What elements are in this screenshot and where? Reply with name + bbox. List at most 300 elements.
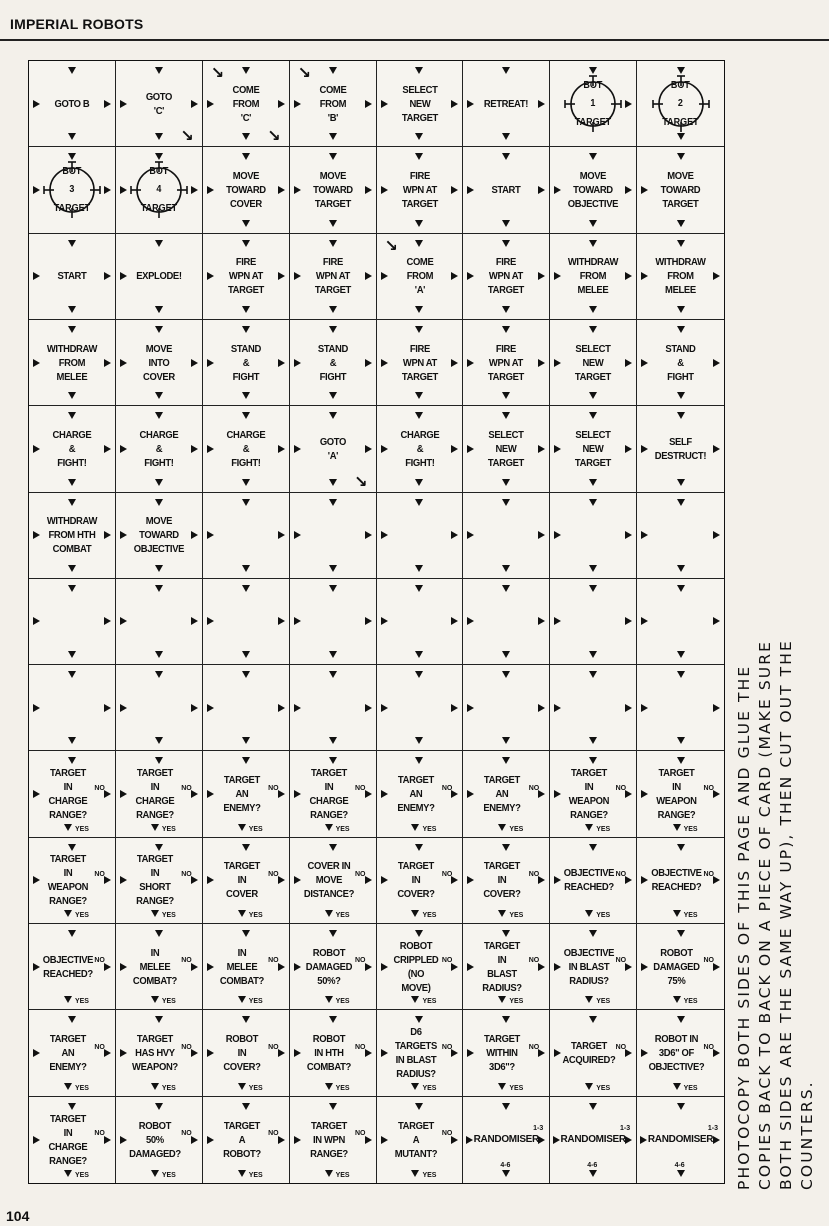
action-counter — [203, 320, 290, 406]
flow-out-arrow-icon — [589, 737, 597, 744]
flow-in-arrow-icon — [155, 153, 163, 160]
jump-arrow-icon: ↘ — [210, 63, 225, 82]
flow-in-arrow-icon — [294, 704, 301, 712]
no-label: NO — [355, 784, 366, 792]
no-label: NO — [268, 871, 279, 879]
flowchart-counter-grid — [28, 60, 725, 1184]
flow-out-arrow-icon — [538, 445, 545, 453]
target-label-line1: BOT — [149, 165, 169, 177]
action-counter — [637, 665, 724, 751]
flow-in-arrow-icon — [120, 359, 127, 367]
yes-branch-arrow-icon — [238, 910, 246, 917]
flow-out-arrow-icon — [68, 565, 76, 572]
flow-out-arrow-icon — [625, 359, 632, 367]
yes-label: YES — [335, 912, 350, 920]
flow-in-arrow-icon — [554, 617, 561, 625]
yes-label: YES — [509, 998, 524, 1006]
counter-label: CHARGE & FIGHT! — [52, 428, 92, 469]
decision-counter — [203, 1010, 290, 1096]
randomiser-high-label: 1-3 — [533, 1124, 544, 1132]
no-label: NO — [181, 784, 192, 792]
target-label-line3: TARGET — [53, 202, 91, 214]
decision-counter — [377, 1010, 464, 1096]
flow-in-arrow-icon — [120, 617, 127, 625]
counter-label: CHARGE & FIGHT! — [139, 428, 179, 469]
no-label: NO — [528, 1043, 540, 1051]
flow-in-arrow-icon — [554, 1049, 561, 1057]
flow-in-arrow-icon — [381, 876, 388, 884]
flow-out-arrow-icon — [365, 704, 372, 712]
counter-label — [393, 591, 445, 652]
no-label: NO — [268, 1130, 279, 1138]
yes-label: YES — [509, 912, 524, 920]
decision-counter — [203, 924, 290, 1010]
yes-branch-arrow-icon — [498, 996, 506, 1003]
action-counter — [463, 406, 550, 492]
counter-label: CHARGE & FIGHT! — [400, 428, 439, 469]
flow-out-arrow-icon — [589, 479, 597, 486]
flow-out-arrow-icon — [104, 272, 111, 280]
flow-in-arrow-icon — [33, 1136, 40, 1144]
counter-label — [567, 677, 619, 738]
action-counter — [116, 665, 203, 751]
counter-label: WITHDRAW FROM HTH COMBAT — [46, 515, 98, 556]
flow-in-arrow-icon — [554, 531, 561, 539]
no-branch-arrow-icon — [625, 876, 632, 884]
no-label: NO — [268, 784, 279, 792]
yes-label: YES — [422, 1084, 437, 1092]
flow-out-arrow-icon — [677, 392, 685, 399]
counter-label: SELECT NEW TARGET — [575, 428, 612, 469]
counter-label: FIRE WPN AT TARGET — [401, 342, 438, 383]
no-label: NO — [703, 957, 714, 965]
flow-out-arrow-icon — [502, 737, 510, 744]
flow-in-arrow-icon — [467, 963, 474, 971]
flow-in-arrow-icon — [381, 1049, 388, 1057]
no-branch-arrow-icon — [538, 790, 545, 798]
flow-out-arrow-icon — [242, 392, 250, 399]
question-label: OBJECTIVE REACHED? — [42, 953, 94, 980]
yes-branch-arrow-icon — [498, 824, 506, 831]
counter-label: FIRE WPN AT TARGET — [488, 256, 525, 297]
action-counter — [463, 234, 550, 320]
action-counter — [463, 320, 550, 406]
decision-counter — [463, 924, 550, 1010]
flow-out-arrow-icon — [677, 737, 685, 744]
no-branch-arrow-icon — [104, 1136, 111, 1144]
flow-in-arrow-icon — [467, 704, 474, 712]
yes-branch-arrow-icon — [411, 824, 419, 831]
target-label — [120, 166, 197, 214]
question-label: TARGET IN WEAPON RANGE? — [47, 853, 89, 908]
yes-label: YES — [596, 825, 611, 833]
action-counter — [377, 61, 464, 147]
counter-label: FIRE WPN AT TARGET — [488, 342, 525, 383]
no-label: NO — [441, 784, 453, 792]
flow-out-arrow-icon — [625, 617, 632, 625]
counter-label: WITHDRAW FROM MELEE — [46, 342, 98, 383]
flow-out-arrow-icon — [68, 651, 76, 658]
counter-label — [654, 591, 707, 652]
flow-in-arrow-icon — [381, 445, 388, 453]
flow-out-arrow-icon — [451, 531, 458, 539]
yes-label: YES — [74, 825, 89, 833]
action-counter — [203, 61, 290, 147]
yes-branch-arrow-icon — [325, 996, 333, 1003]
action-counter — [290, 406, 377, 492]
flow-in-arrow-icon — [294, 272, 301, 280]
flow-in-arrow-icon — [381, 531, 388, 539]
yes-label: YES — [596, 912, 611, 920]
flow-out-arrow-icon — [104, 186, 111, 194]
flow-in-arrow-icon — [33, 617, 40, 625]
randomiser-label: RANDOMISER — [647, 1133, 714, 1145]
flow-out-arrow-icon — [278, 359, 285, 367]
flow-out-arrow-icon — [713, 704, 720, 712]
yes-label: YES — [683, 912, 698, 920]
flow-in-arrow-icon — [120, 790, 127, 798]
flow-out-arrow-icon — [451, 272, 458, 280]
yes-label: YES — [509, 825, 524, 833]
counter-label: GOTO B — [54, 97, 90, 110]
action-counter — [550, 406, 637, 492]
question-label: TARGET AN ENEMY? — [49, 1033, 87, 1074]
flow-out-arrow-icon — [329, 133, 337, 140]
action-counter — [377, 234, 464, 320]
flow-out-arrow-icon — [589, 392, 597, 399]
question-label: ROBOT IN COVER? — [223, 1033, 261, 1074]
question-label: TARGET IN CHARGE RANGE? — [48, 767, 88, 822]
action-counter — [377, 493, 464, 579]
flow-in-arrow-icon — [120, 100, 127, 108]
yes-branch-arrow-icon — [238, 824, 246, 831]
flow-out-arrow-icon — [713, 445, 720, 453]
flow-in-arrow-icon — [120, 1049, 127, 1057]
flow-in-arrow-icon — [294, 790, 301, 798]
page-header: IMPERIAL ROBOTS — [10, 16, 144, 32]
flow-in-arrow-icon — [467, 272, 474, 280]
action-counter — [29, 493, 116, 579]
counter-label — [46, 591, 98, 652]
flow-in-arrow-icon — [294, 1049, 301, 1057]
flow-out-arrow-icon — [329, 651, 337, 658]
flow-out-arrow-icon — [415, 133, 423, 140]
question-label: TARGET IN SHORT RANGE? — [135, 853, 174, 908]
no-label: NO — [615, 871, 627, 879]
flow-out-arrow-icon — [191, 186, 198, 194]
target-label-line1: BOT — [62, 165, 82, 177]
no-label: NO — [355, 1130, 366, 1138]
no-branch-arrow-icon — [625, 1049, 632, 1057]
flow-in-arrow-icon — [641, 531, 648, 539]
flow-out-arrow-icon — [365, 359, 372, 367]
counter-label — [654, 505, 707, 566]
low-branch-arrow-icon — [677, 1170, 685, 1177]
flow-out-arrow-icon — [104, 359, 111, 367]
yes-branch-arrow-icon — [325, 824, 333, 831]
flow-out-arrow-icon — [191, 100, 198, 108]
flow-out-arrow-icon — [415, 737, 423, 744]
question-label: TARGET IN COVER? — [396, 860, 435, 901]
decision-counter — [377, 924, 464, 1010]
decision-counter — [463, 1010, 550, 1096]
flow-in-arrow-icon — [641, 617, 648, 625]
flow-out-arrow-icon — [415, 306, 423, 313]
flow-in-arrow-icon — [467, 359, 474, 367]
randomiser-low-label: 4-6 — [500, 1162, 511, 1169]
flow-out-arrow-icon — [538, 704, 545, 712]
flow-in-arrow-icon — [33, 100, 40, 108]
action-counter — [637, 493, 724, 579]
no-branch-arrow-icon — [451, 790, 458, 798]
flow-in-arrow-icon — [294, 445, 301, 453]
flow-in-arrow-icon — [33, 704, 40, 712]
flow-out-arrow-icon — [278, 531, 285, 539]
no-branch-arrow-icon — [191, 1136, 198, 1144]
target-label-line3: TARGET — [140, 202, 177, 214]
flow-out-arrow-icon — [625, 272, 632, 280]
randomiser-high-label: 1-3 — [620, 1124, 631, 1132]
target-label-line2: 4 — [156, 184, 162, 196]
counter-label — [480, 591, 532, 652]
flow-in-arrow-icon — [641, 186, 648, 194]
action-counter — [290, 147, 377, 233]
counter-label: CHARGE & FIGHT! — [226, 428, 266, 469]
flow-in-arrow-icon — [467, 445, 474, 453]
decision-counter — [550, 1010, 637, 1096]
flow-out-arrow-icon — [242, 479, 250, 486]
action-counter — [29, 61, 116, 147]
flow-in-arrow-icon — [294, 100, 301, 108]
flow-in-arrow-icon — [120, 272, 127, 280]
decision-counter — [116, 838, 203, 924]
question-label: ROBOT CRIPPLED (NO MOVE) — [392, 939, 438, 994]
counter-label — [393, 677, 445, 738]
flow-in-arrow-icon — [207, 1136, 214, 1144]
counter-label: FIRE WPN AT TARGET — [401, 169, 438, 210]
question-label: ROBOT IN 3D6" OF OBJECTIVE? — [648, 1033, 705, 1074]
flow-in-arrow-icon — [207, 186, 214, 194]
flow-out-arrow-icon — [155, 565, 163, 572]
counter-label: STAND & FIGHT — [317, 342, 348, 383]
decision-counter — [116, 751, 203, 837]
decision-counter — [637, 1010, 724, 1096]
yes-branch-arrow-icon — [238, 1083, 246, 1090]
flow-out-arrow-icon — [155, 133, 163, 140]
flow-out-arrow-icon — [713, 359, 720, 367]
counter-label — [220, 505, 272, 566]
counter-label: SELECT NEW TARGET — [401, 83, 438, 124]
yes-label: YES — [596, 1084, 611, 1092]
flow-out-arrow-icon — [242, 651, 250, 658]
flow-in-arrow-icon — [120, 963, 127, 971]
action-counter — [203, 493, 290, 579]
flow-out-arrow-icon — [155, 392, 163, 399]
jump-arrow-icon: ↘ — [297, 63, 312, 82]
yes-label: YES — [335, 825, 350, 833]
no-label: NO — [355, 871, 366, 879]
flow-in-arrow-icon — [33, 876, 40, 884]
counter-label: SELECT NEW TARGET — [575, 342, 612, 383]
no-label: NO — [441, 1130, 453, 1138]
decision-counter — [203, 838, 290, 924]
decision-counter — [290, 838, 377, 924]
yes-branch-arrow-icon — [238, 1170, 246, 1177]
counter-label — [567, 505, 619, 566]
flow-out-arrow-icon — [155, 651, 163, 658]
yes-branch-arrow-icon — [64, 1170, 72, 1177]
flow-out-arrow-icon — [278, 617, 285, 625]
yes-branch-arrow-icon — [585, 996, 593, 1003]
counter-label: STAND & FIGHT — [230, 342, 261, 383]
flow-out-arrow-icon — [68, 392, 76, 399]
flow-out-arrow-icon — [104, 531, 111, 539]
flow-in-arrow-icon — [294, 963, 301, 971]
yes-branch-arrow-icon — [498, 1083, 506, 1090]
yes-branch-arrow-icon — [585, 1083, 593, 1090]
decision-counter — [550, 924, 637, 1010]
flow-in-arrow-icon — [120, 531, 127, 539]
no-branch-arrow-icon — [538, 963, 545, 971]
low-branch-arrow-icon — [502, 1170, 510, 1177]
flow-out-arrow-icon — [451, 704, 458, 712]
decision-counter — [637, 838, 724, 924]
no-branch-arrow-icon — [625, 790, 632, 798]
action-counter — [203, 406, 290, 492]
question-label: IN MELEE COMBAT? — [219, 946, 264, 987]
yes-label: YES — [161, 1172, 176, 1179]
action-counter — [550, 579, 637, 665]
flow-out-arrow-icon — [329, 565, 337, 572]
flow-in-arrow-icon — [467, 876, 474, 884]
flow-out-arrow-icon — [415, 565, 423, 572]
jump-arrow-icon: ↘ — [354, 471, 368, 491]
action-counter — [377, 665, 464, 751]
question-label: TARGET IN WEAPON RANGE? — [656, 767, 697, 822]
flow-in-arrow-icon — [33, 445, 40, 453]
yes-branch-arrow-icon — [64, 1083, 72, 1090]
counter-label: MOVE TOWARD OBJECTIVE — [568, 169, 619, 210]
action-counter — [637, 320, 724, 406]
question-label: TARGET IN WPN RANGE? — [309, 1119, 348, 1160]
target-label-line2: 2 — [678, 98, 684, 110]
counter-label — [567, 591, 619, 652]
flow-in-arrow-icon — [120, 704, 127, 712]
flow-in-arrow-icon — [120, 1136, 127, 1144]
action-counter — [290, 665, 377, 751]
flow-in-arrow-icon — [33, 790, 40, 798]
no-label: NO — [94, 784, 105, 792]
flow-out-arrow-icon — [538, 186, 545, 194]
no-branch-arrow-icon — [625, 963, 632, 971]
counter-label — [220, 677, 272, 738]
jump-arrow-icon: ↘ — [384, 235, 398, 255]
question-label: TARGET IN WEAPON RANGE? — [568, 767, 610, 822]
no-label: NO — [441, 871, 453, 879]
action-counter — [463, 147, 550, 233]
question-label: TARGET IN CHARGE RANGE? — [309, 767, 348, 822]
yes-label: YES — [683, 998, 698, 1006]
flow-out-arrow-icon — [451, 445, 458, 453]
yes-label: YES — [161, 1084, 176, 1092]
target-label-line3: TARGET — [575, 116, 612, 128]
flow-out-arrow-icon — [538, 100, 545, 108]
flow-out-arrow-icon — [502, 306, 510, 313]
action-counter — [550, 493, 637, 579]
question-label: OBJECTIVE REACHED? — [564, 867, 615, 894]
flow-in-arrow-icon — [554, 272, 561, 280]
no-label: NO — [703, 1043, 714, 1051]
flow-out-arrow-icon — [242, 737, 250, 744]
flow-out-arrow-icon — [589, 220, 597, 227]
question-label: ROBOT 50% DAMAGED? — [128, 1119, 181, 1160]
question-label: ROBOT DAMAGED 50%? — [305, 946, 352, 987]
decision-counter — [116, 924, 203, 1010]
flow-in-arrow-icon — [554, 445, 561, 453]
flow-in-arrow-icon — [33, 359, 40, 367]
flow-out-arrow-icon — [155, 737, 163, 744]
decision-counter — [116, 1010, 203, 1096]
target-label — [555, 80, 632, 128]
flow-out-arrow-icon — [104, 617, 111, 625]
counter-label: EXPLODE! — [136, 270, 182, 283]
target-counter — [550, 61, 637, 147]
flow-out-arrow-icon — [191, 531, 198, 539]
yes-branch-arrow-icon — [411, 1083, 419, 1090]
yes-label: YES — [248, 912, 263, 920]
flow-out-arrow-icon — [155, 479, 163, 486]
flow-out-arrow-icon — [415, 220, 423, 227]
randomiser-low-label: 4-6 — [587, 1162, 598, 1169]
yes-label: YES — [509, 1084, 524, 1092]
flow-out-arrow-icon — [329, 306, 337, 313]
flow-out-arrow-icon — [365, 100, 372, 108]
counter-label: MOVE TOWARD TARGET — [660, 169, 701, 210]
flow-in-arrow-icon — [294, 531, 301, 539]
flow-out-arrow-icon — [104, 704, 111, 712]
no-label: NO — [268, 957, 279, 965]
yes-branch-arrow-icon — [64, 996, 72, 1003]
counter-label: GOTO 'C' — [145, 90, 172, 117]
flow-in-arrow-icon — [554, 359, 561, 367]
action-counter — [463, 579, 550, 665]
no-label: NO — [268, 1043, 279, 1051]
target-label-line2: 1 — [590, 98, 596, 110]
flow-out-arrow-icon — [502, 565, 510, 572]
flow-in-arrow-icon — [641, 445, 648, 453]
flow-out-arrow-icon — [625, 531, 632, 539]
question-label: TARGET IN CHARGE RANGE? — [135, 767, 175, 822]
counter-label: FIRE WPN AT TARGET — [227, 256, 264, 297]
randomiser-counter — [637, 1097, 724, 1183]
flow-out-arrow-icon — [502, 220, 510, 227]
flow-out-arrow-icon — [451, 359, 458, 367]
action-counter — [637, 234, 724, 320]
yes-label: YES — [335, 1172, 350, 1179]
action-counter — [463, 665, 550, 751]
no-branch-arrow-icon — [713, 790, 720, 798]
flow-in-arrow-icon — [381, 617, 388, 625]
flow-in-arrow-icon — [641, 876, 648, 884]
flow-out-arrow-icon — [538, 272, 545, 280]
question-label: TARGET IN COVER — [223, 860, 260, 901]
flow-in-arrow-icon — [554, 704, 561, 712]
decision-counter — [203, 1097, 290, 1183]
action-counter — [29, 406, 116, 492]
flow-out-arrow-icon — [365, 531, 372, 539]
decision-counter — [29, 838, 116, 924]
flow-in-arrow-icon — [641, 359, 648, 367]
